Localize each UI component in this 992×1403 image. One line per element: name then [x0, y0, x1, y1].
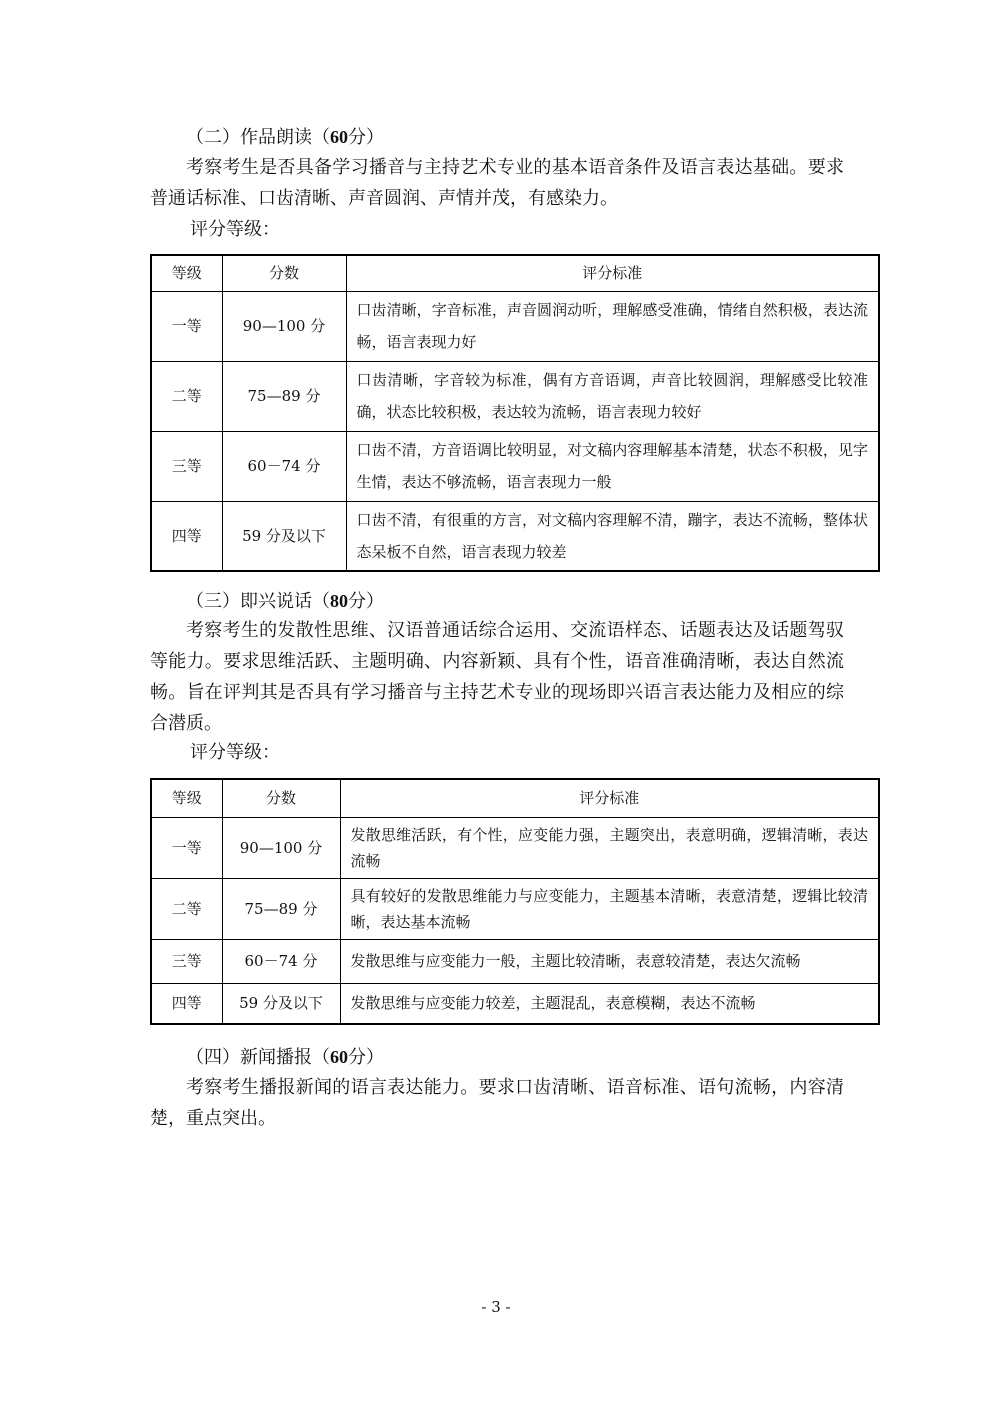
grade-cell: 一等	[151, 291, 222, 361]
scoring-table-reading	[150, 254, 880, 572]
section-heading-2	[150, 122, 880, 153]
header-cell: 评分标准	[346, 255, 879, 291]
grade-cell: 四等	[151, 501, 222, 571]
heading-text: 分）	[348, 127, 384, 148]
page-number: - 3 -	[481, 1298, 511, 1316]
table-row	[151, 501, 879, 571]
table-row	[151, 983, 879, 1024]
score-cell: 59 分及以下	[222, 501, 346, 571]
grade-cell: 一等	[151, 817, 222, 878]
grade-cell: 三等	[151, 939, 222, 983]
heading-text: （三）即兴说话（	[186, 591, 330, 612]
heading-text: （二）作品朗读（	[186, 127, 330, 148]
criteria-cell: 口齿不清，方音语调比较明显，对文稿内容理解基本清楚，状态不积极，见字生情，表达不够流畅，语言表现力一般	[346, 431, 879, 501]
criteria-cell: 具有较好的发散思维能力与应变能力，主题基本清晰，表意清楚，逻辑比较清晰，表达基本流畅	[340, 878, 879, 939]
criteria-cell: 口齿不清，有很重的方言，对文稿内容理解不清，蹦字，表达不流畅，整体状态呆板不自然，语言表现力较差	[346, 501, 879, 571]
score-cell: 59 分及以下	[222, 983, 340, 1024]
grade-cell: 四等	[151, 983, 222, 1024]
section-body-2: 考察考生是否具备学习播音与主持艺术专业的基本语音条件及语言表达基础。要求普通话标准、口齿清晰、声音圆润、声情并茂，有感染力。	[150, 157, 844, 209]
heading-text: （四）新闻播报（	[186, 1047, 330, 1068]
table-row	[151, 291, 879, 361]
table-header-row	[151, 255, 879, 291]
criteria-cell: 发散思维与应变能力较差，主题混乱，表意模糊，表达不流畅	[340, 983, 879, 1024]
score-cell: 75—89 分	[222, 361, 346, 431]
score-cell: 60－74 分	[222, 939, 340, 983]
heading-text: 分）	[348, 1047, 384, 1068]
header-cell: 分数	[222, 779, 340, 817]
scoring-table-impromptu	[150, 778, 880, 1025]
heading-score: 60	[330, 127, 348, 147]
score-cell: 90—100 分	[222, 817, 340, 878]
table-row	[151, 878, 879, 939]
table-row	[151, 939, 879, 983]
grade-label: 评分等级：	[190, 219, 280, 240]
grade-cell: 二等	[151, 878, 222, 939]
score-cell: 90—100 分	[222, 291, 346, 361]
criteria-cell: 发散思维与应变能力一般，主题比较清晰，表意较清楚，表达欠流畅	[340, 939, 879, 983]
header-cell: 分数	[222, 255, 346, 291]
header-cell: 等级	[151, 255, 222, 291]
score-cell: 60－74 分	[222, 431, 346, 501]
grade-cell: 三等	[151, 431, 222, 501]
heading-score: 60	[330, 1047, 348, 1067]
table-header-row	[151, 779, 879, 817]
header-cell: 等级	[151, 779, 222, 817]
grade-label: 评分等级：	[190, 742, 280, 763]
table-row	[151, 431, 879, 501]
score-cell: 75—89 分	[222, 878, 340, 939]
criteria-cell: 口齿清晰，字音标准，声音圆润动听，理解感受准确，情绪自然积极，表达流畅，语言表现力好	[346, 291, 879, 361]
section-body-3: 考察考生的发散性思维、汉语普通话综合运用、交流语样态、话题表达及话题驾驭等能力。要求思维活跃、主题明确、内容新颖、具有个性，语音准确清晰，表达自然流畅。旨在评判其是否具有学习播音与主持艺术专业的现场即兴语言表达能力及相应的综合潜质。	[150, 620, 844, 734]
heading-score: 80	[330, 591, 348, 611]
criteria-cell: 口齿清晰，字音较为标准，偶有方音语调，声音比较圆润，理解感受比较准确，状态比较积极，表达较为流畅，语言表现力较好	[346, 361, 879, 431]
heading-text: 分）	[348, 591, 384, 612]
section-heading-3	[150, 586, 880, 617]
section-heading-4	[150, 1042, 880, 1073]
table-row	[151, 361, 879, 431]
criteria-cell: 发散思维活跃，有个性，应变能力强，主题突出，表意明确，逻辑清晰，表达流畅	[340, 817, 879, 878]
table-row	[151, 817, 879, 878]
header-cell: 评分标准	[340, 779, 879, 817]
section-body-4: 考察考生播报新闻的语言表达能力。要求口齿清晰、语音标准、语句流畅，内容清楚，重点突出。	[150, 1077, 844, 1129]
grade-cell: 二等	[151, 361, 222, 431]
